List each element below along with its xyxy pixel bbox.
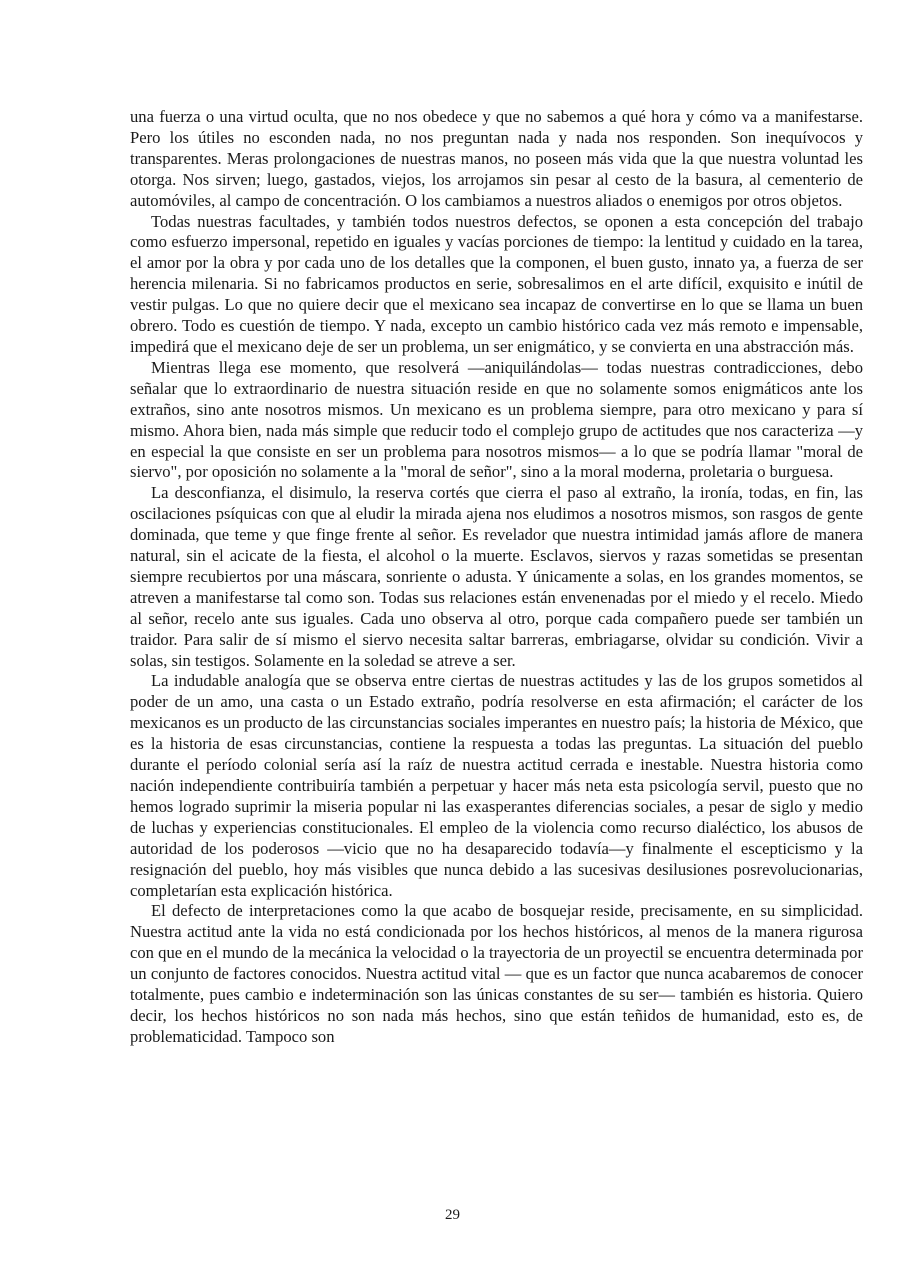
paragraph-2: Todas nuestras facultades, y también todos nuestros defectos, se oponen a esta concepción del trabajo como esfuerzo impersonal, repetido en iguales y vacías porciones de tiempo: la lentitud y cuidado en la tarea, el amor por la obra y por cada uno de los detalles que la componen, el buen gusto, innato ya, a fuerza de ser herencia milenaria. Si no fabricamos productos en serie, sobresalimos en el arte difícil, exquisito e inútil de vestir pulgas. Lo que no quiere decir que el mexicano sea incapaz de convertirse en lo que se llama un buen obrero. Todo es cuestión de tiempo. Y nada, excepto un cambio histórico cada vez más remoto e impensable, impedirá que el mexicano deje de ser un problema, un ser enigmático, y se convierta en una abstracción más. xyxy=(130,211,863,356)
paragraph-4: La desconfianza, el disimulo, la reserva cortés que cierra el paso al extraño, la ironía, todas, en fin, las oscilaciones psíquicas con que al eludir la mirada ajena nos eludimos a nosotros mismos, son rasgos de gente dominada, que teme y que finge frente al señor. Es revelador que nuestra intimidad jamás aflore de manera natural, sin el acicate de la fiesta, el alcohol o la muerte. Esclavos, siervos y razas sometidas se presentan siempre recubiertos por una máscara, sonriente o adusta. Y únicamente a solas, en los grandes momentos, se atreven a manifestarse tal como son. Todas sus relaciones están envenenadas por el miedo y el recelo. Miedo al señor, recelo ante sus iguales. Cada uno observa al otro, porque cada compañero puede ser también un traidor. Para salir de sí mismo el siervo necesita saltar barreras, embriagarse, olvidar su condición. Vivir a solas, sin testigos. Solamente en la soledad se atreve a ser. xyxy=(130,483,863,670)
paragraph-3: Mientras llega ese momento, que resolverá —aniquilándolas— todas nuestras contradicciones, debo señalar que lo extraordinario de nuestra situación reside en que no solamente somos enigmáticos ante los extraños, sino ante nosotros mismos. Un mexicano es un problema siempre, para otro mexicano y para sí mismo. Ahora bien, nada más simple que reducir todo el complejo grupo de actitudes que nos caracteriza —y en especial la que consiste en ser un problema para nosotros mismos— a lo que se podría llamar "moral de siervo", por oposición no solamente a la "moral de señor", sino a la moral moderna, proletaria o burguesa. xyxy=(130,357,863,482)
page-body xyxy=(130,107,863,1048)
paragraph-1: una fuerza o una virtud oculta, que no nos obedece y que no sabemos a qué hora y cómo va a manifestarse. Pero los útiles no esconden nada, no nos preguntan nada y nada nos responden. Son inequívocos y transparentes. Meras prolongaciones de nuestras manos, no poseen más vida que la que nuestra voluntad les otorga. Nos sirven; luego, gastados, viejos, los arrojamos sin pesar al cesto de la basura, al cementerio de automóviles, al campo de concentración. O los cambiamos a nuestros aliados o enemigos por otros objetos. xyxy=(130,107,863,210)
paragraph-6: El defecto de interpretaciones como la que acabo de bosquejar reside, precisamente, en su simplicidad. Nuestra actitud ante la vida no está condicionada por los hechos históricos, al menos de la manera rigurosa con que en el mundo de la mecánica la velocidad o la trayectoria de un proyectil se encuentra determinada por un conjunto de factores conocidos. Nuestra actitud vital — que es un factor que nunca acabaremos de conocer totalmente, pues cambio e indeterminación son las únicas constantes de su ser— también es historia. Quiero decir, los hechos históricos no son nada más hechos, sino que están teñidos de humanidad, esto es, de problematicidad. Tampoco son xyxy=(130,901,863,1046)
paragraph-5: La indudable analogía que se observa entre ciertas de nuestras actitudes y las de los grupos sometidos al poder de un amo, una casta o un Estado extraño, podría resolverse en esta afirmación; el carácter de los mexicanos es un producto de las circunstancias sociales imperantes en nuestro país; la historia de México, que es la historia de esas circunstancias, contiene la respuesta a todas las preguntas. La situación del pueblo durante el período colonial sería así la raíz de nuestra actitud cerrada e inestable. Nuestra historia como nación independiente contribuiría también a perpetuar y hacer más neta esta psicología servil, puesto que no hemos logrado suprimir la miseria popular ni las exasperantes diferencias sociales, a pesar de siglo y medio de luchas y experiencias constitucionales. El empleo de la violencia como recurso dialéctico, los abusos de autoridad de los poderosos —vicio que no ha desaparecido todavía—y finalmente el escepticismo y la resignación del pueblo, hoy más visibles que nunca debido a las sucesivas desilusiones posrevolucionarias, completarían esta explicación histórica. xyxy=(130,671,863,900)
page-number: 29 xyxy=(445,1207,460,1223)
